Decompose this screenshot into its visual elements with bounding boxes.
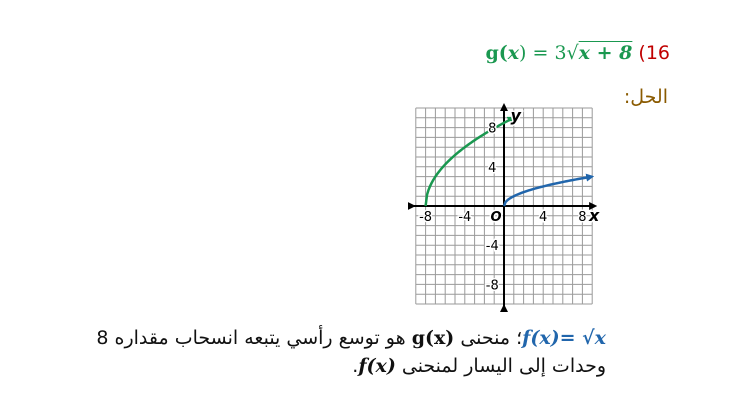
problem-statement bbox=[485, 42, 670, 64]
f-definition: f(x)= √x bbox=[522, 327, 606, 349]
y-tick-label: -4 bbox=[485, 239, 499, 255]
radicand: x + 8 bbox=[578, 42, 633, 64]
explanation-part1: ؛ منحنى bbox=[454, 327, 523, 349]
solution-label: الحل: bbox=[623, 86, 668, 108]
x-tick-label: 8 bbox=[578, 210, 587, 225]
x-tick-label: 4 bbox=[539, 210, 548, 225]
y-tick-label: 4 bbox=[488, 160, 497, 176]
explanation-end: . bbox=[352, 355, 359, 377]
x-tick-label: -8 bbox=[419, 210, 433, 225]
x-axis-label: x bbox=[588, 206, 600, 225]
problem-number: (16 bbox=[638, 42, 670, 64]
problem-function-name: g( bbox=[485, 42, 508, 64]
explanation-part2: هو توسع رأسي يتبعه انسحاب مقداره 8 وحدات إلى اليسار لمنحنى bbox=[96, 327, 606, 377]
f-curve bbox=[504, 177, 592, 206]
g-symbol: g(x) bbox=[411, 327, 455, 349]
y-tick-label: 8 bbox=[488, 121, 497, 137]
radical-sign: √ bbox=[566, 42, 579, 64]
x-tick-label: -4 bbox=[458, 210, 472, 225]
y-tick-label: -8 bbox=[485, 278, 499, 294]
problem-function-coef: ) = 3 bbox=[519, 42, 567, 64]
problem-function-var: x bbox=[507, 42, 520, 64]
f-symbol: f(x) bbox=[358, 355, 396, 377]
g-curve bbox=[426, 118, 514, 206]
coordinate-graph bbox=[404, 100, 604, 312]
origin-label: O bbox=[490, 210, 502, 225]
y-axis-label: y bbox=[510, 105, 521, 125]
explanation-text bbox=[46, 324, 606, 380]
